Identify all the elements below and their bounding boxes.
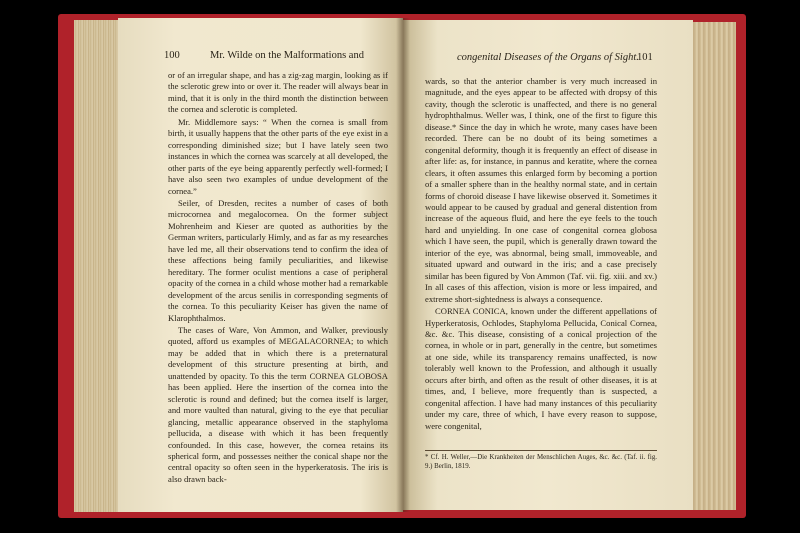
left-paragraph: or of an irregular shape, and has a zig-zag margin, looking as if the sclerotic grew into or over it. The reader will always bear in mind, that it is only in the third month the distinction between the cornea and sclerotic is completed. — [168, 70, 388, 115]
right-paragraph: CORNEA CONICA, known under the different appellations of Hyperkeratosis, Ochlodes, Staphyloma Pellucida, Conical Cornea, &c. &c. This disease, consisting of a conical projection of the cornea, in whole or in part, generally in the centre, but sometimes at one side, while its transparency remains unaffected, is now tolerably well known to the Profession, and although it usually occurs after birth, and often as the result of other diseases, it is at times, and, I believe, more frequently than is suspected, a congenital affection. I have had many instances of this peculiarity under my care, three of which, I have every reason to suppose, were congenital, — [425, 306, 657, 431]
right-page-number: 101 — [637, 52, 653, 63]
left-paragraph: Mr. Middlemore says: “ When the cornea is small from birth, it usually happens that the other parts of the eye exist in a corresponding diminished size; but I have lately seen two instances in which the cornea was scarcely at all developed, the other parts of the eye being apparently perfectly well-formed; I have also seen two examples of undue development of the cornea.” — [168, 116, 388, 196]
footnote-rule — [425, 450, 657, 451]
right-running-title: congenital Diseases of the Organs of Sight. — [457, 52, 639, 63]
book-gutter — [396, 18, 410, 512]
left-page-edges — [74, 20, 124, 512]
footnote: * Cf. H. Weller,—Die Krankheiten der Menschlichen Auges, &c. &c. (Taf. ii. fig. 9.) Berlin, 1819. — [425, 454, 657, 470]
left-page — [118, 18, 403, 512]
right-page-edges — [690, 22, 736, 510]
left-running-title: Mr. Wilde on the Malformations and — [210, 50, 364, 61]
right-body-text — [425, 76, 657, 432]
left-paragraph: Seiler, of Dresden, recites a number of cases of both microcornea and megalocornea. On the former subject Mohrenheim and Kieser are quoted as authorities by the German writers, particularly Himly, and as far as my researches have led me, all their observations tend to confirm the idea of these affections being family peculiarities, and likewise hereditary. The former oculist mentions a case of peripheral opacity of the cornea in a child whose mother had a remarkable development of the arcus senilis in corresponding segments of the cornea. To this peculiarity Keiser has given the name of Klarophthalmos. — [168, 197, 388, 323]
left-paragraph: The cases of Ware, Von Ammon, and Walker, previously quoted, afford us examples of MEGALACORNEA; to which may be added that in which there is a preternatural development of this structure presenting at birth, and unattended by opacity. To this the term CORNEA GLOBOSA has been applied. Here the insertion of the cornea into the sclerotic is round and defined; but the cornea itself is larger, and more vaulted than natural, giving to the eye that peculiar glancing, metallic appearance observed in the staphyloma pellucida, a disease with which it has been frequently confounded. In this case, however, the cornea retains its spherical form, and possesses neither the conical shape nor the central opacity so often seen in the hyperkeratosis. The iris is also drawn back- — [168, 324, 388, 484]
left-body-text — [168, 70, 388, 485]
left-page-number: 100 — [164, 50, 180, 61]
right-paragraph: wards, so that the anterior chamber is very much increased in magnitude, and the eyes appear to be affected with dropsy of this cavity, though the sclerotic is unaffected, and there is no general hydrophthalmus. Weller was, I think, one of the first to figure this disease.* Since the day in which he wrote, many cases have been recorded. There can be no doubt of its being sometimes a congenital deformity, though it is frequently an effect of disease in after life: as, for instance, in pannus and keratite, where the cornea clears, it often assumes this enlarged form by becoming a portion of a smaller sphere than in the healthy normal state, and in certain forms of choroid disease I have likewise observed it. Sometimes it would appear to be caused by gradual and general distention from increase of the aqueous fluid, and here the eye feels to the touch hard and unyielding. In one case of congenital cornea globosa which I have seen, the pupil, which is generally drawn toward the interior of the eye, was abnormal, being small, immoveable, and situated upward and outward in the iris; and a case precisely similar has been figured by Von Ammon (Taf. vii. fig. xiii. and xv.) In all cases of this affection, vision is more or less impaired, and extreme short-sightedness is always a consequence. — [425, 76, 657, 304]
right-page — [403, 20, 693, 510]
